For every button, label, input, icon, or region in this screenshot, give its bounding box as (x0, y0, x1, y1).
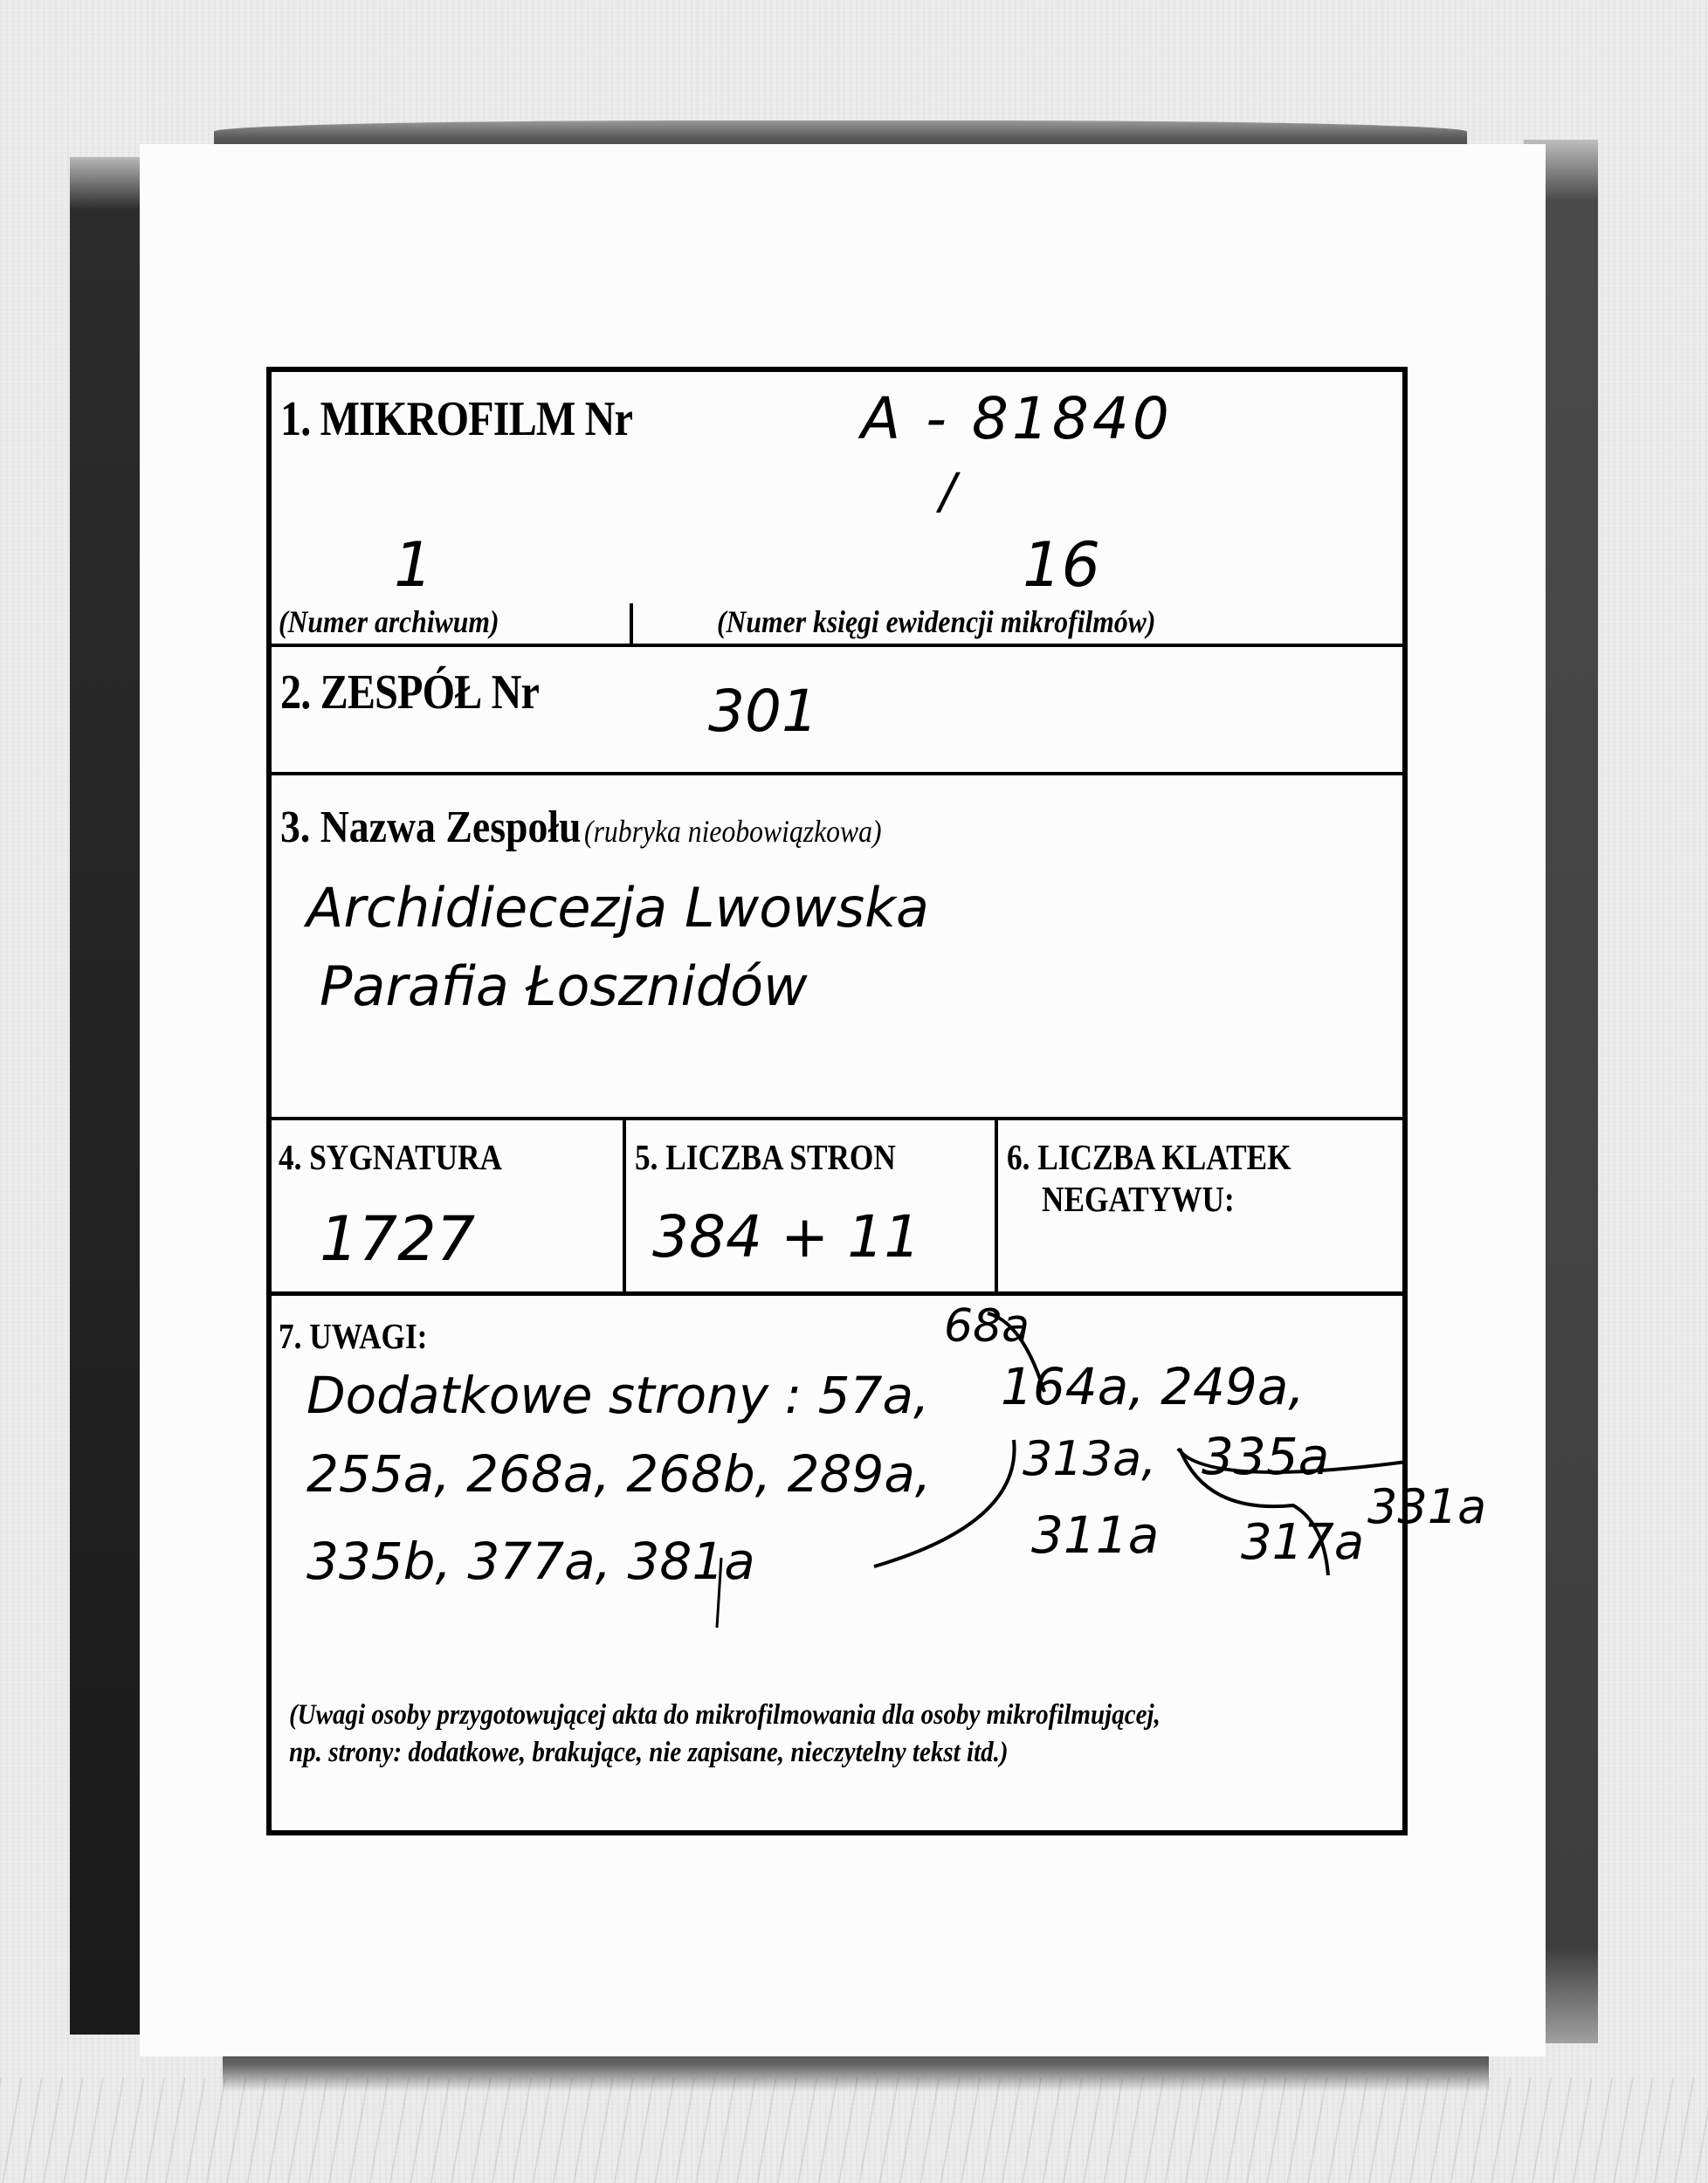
remarks-footnote-1: (Uwagi osoby przygotowującej akta do mikrofilmowania dla osoby mikrofilmującej, (289, 1699, 1160, 1731)
fonds-name-note: (rubryka nieobowiązkowa) (584, 814, 882, 849)
archive-number-caption: (Numer archiwum) (279, 604, 499, 639)
remarks-line-1: Dodatkowe strony : 57a, (306, 1366, 930, 1425)
caption-divider (630, 603, 633, 647)
remark-insert-68a: 68a (944, 1300, 1030, 1353)
section-fonds-number (272, 647, 1402, 775)
section-microfilm-number (272, 372, 1402, 647)
remarks-line-1b: 164a, 249a, (1001, 1357, 1305, 1416)
section-remarks (272, 1296, 1487, 1830)
microfilm-form (266, 367, 1487, 1835)
signature-value: 1727 (320, 1203, 476, 1275)
fonds-name-line-2: Parafia Łosznidów (320, 954, 808, 1018)
microfilm-number-value: A - 81840 (861, 385, 1173, 452)
negative-frames-cell (998, 1120, 1402, 1291)
remarks-line-3: 335b, 377a, 381a (306, 1532, 755, 1591)
signature-label: 4. SYGNATURA (279, 1137, 502, 1177)
film-edge-left (70, 157, 141, 2035)
fonds-name-label: 3. Nazwa Zespołu (280, 802, 582, 852)
insertion-marks (272, 1296, 1407, 1663)
remarks-line-2: 255a, 268a, 268b, 289a, (306, 1444, 932, 1504)
microfilm-label: 1. MIKROFILM Nr (280, 392, 633, 446)
signature-cell (272, 1120, 626, 1291)
remark-insert-331a: 331a (1367, 1479, 1487, 1534)
page-count-cell (626, 1120, 998, 1291)
archive-number-value: 1 (394, 529, 433, 601)
section-counts (272, 1120, 1402, 1296)
remark-insert-313a: 313a, (1023, 1431, 1157, 1486)
remarks-footnote-2: np. strony: dodatkowe, brakujące, nie zapisane, nieczytelny tekst itd.) (289, 1737, 1009, 1768)
remark-insert-335a: 335a (1202, 1427, 1330, 1486)
fonds-name-heading (280, 802, 882, 853)
page-count-label: 5. LICZBA STRON (635, 1137, 896, 1177)
negative-frames-label-2: NEGATYWU: (1042, 1179, 1235, 1219)
number-separator: / (940, 464, 956, 520)
background-streaks (0, 2078, 1708, 2183)
fonds-name-line-1: Archidiecezja Lwowska (306, 876, 930, 940)
page-count-value: 384 + 11 (652, 1203, 921, 1271)
register-number-caption: (Numer księgi ewidencji mikrofilmów) (717, 604, 1156, 639)
negative-frames-label-1: 6. LICZBA KLATEK (1007, 1137, 1291, 1177)
remark-insert-317a: 317a (1241, 1514, 1365, 1571)
fonds-number-label: 2. ZESPÓŁ Nr (280, 665, 540, 720)
remarks-label: 7. UWAGI: (279, 1316, 428, 1356)
fonds-number-value: 301 (708, 678, 818, 745)
register-number-value: 16 (1023, 529, 1101, 601)
section-fonds-name (272, 775, 1402, 1120)
remark-insert-311a: 311a (1031, 1505, 1160, 1565)
